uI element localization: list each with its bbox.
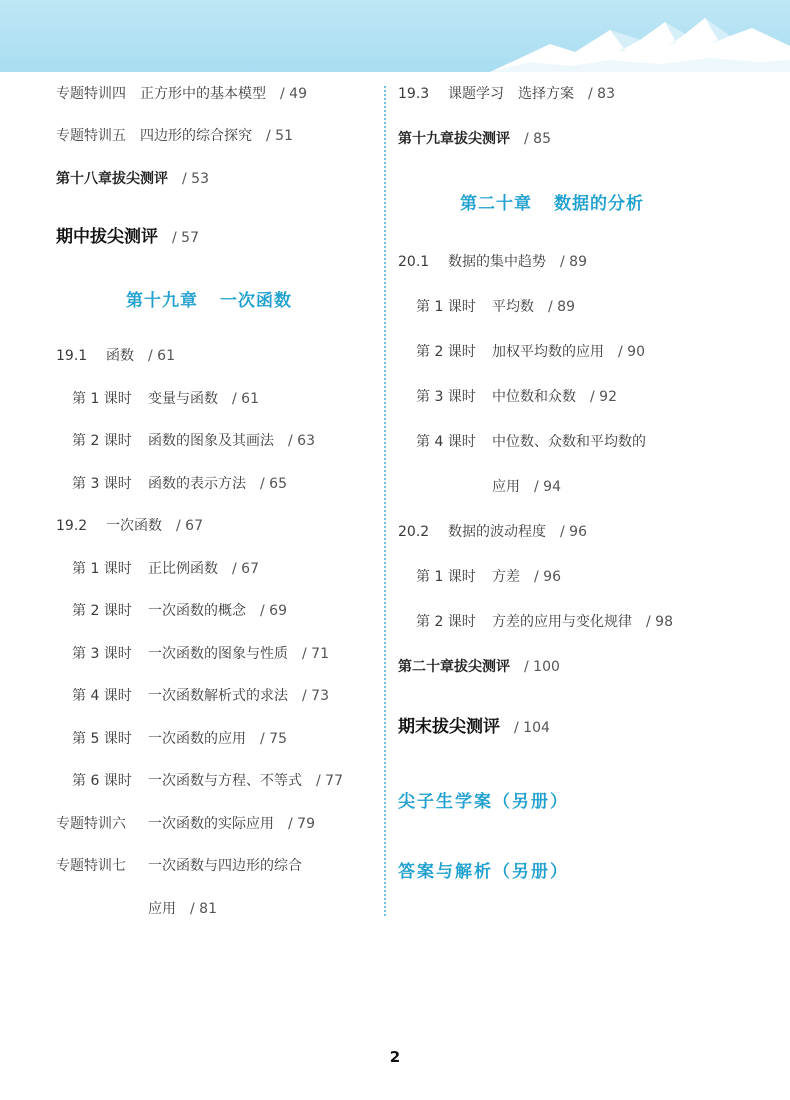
section-title: 数据的集中趋势 [448,254,546,270]
toc-lesson[interactable] [72,601,287,621]
lesson-title: 加权平均数的应用 [492,344,604,360]
section-title: 课题学习 选择方案 [448,86,574,102]
lesson-number: 第 2 课时 [416,344,476,360]
toc-lesson[interactable] [416,387,617,407]
section-page: / 83 [588,86,615,102]
chapter-title: 一次函数 [220,291,292,311]
section-number: 19.3 [398,86,430,102]
entry-title: 第十八章拔尖测评 [56,171,168,187]
lesson-title: 一次函数的应用 [148,731,246,747]
toc-section-20-1[interactable] [398,252,587,272]
section-page: / 61 [148,348,175,364]
mountain-illustration [490,0,790,72]
toc-section-19-1[interactable] [56,346,175,366]
lesson-number: 第 1 课时 [416,569,476,585]
entry-page: / 49 [280,86,307,102]
toc-lesson[interactable] [72,389,259,409]
entry-title: 期末拔尖测评 [398,717,500,737]
lesson-page: / 69 [260,603,287,619]
toc-entry-review-18[interactable] [56,169,209,189]
lesson-title: 一次函数与方程、不等式 [148,773,302,789]
lesson-page: / 73 [302,688,329,704]
toc-entry-special-7-cont[interactable] [148,899,217,919]
toc-lesson[interactable] [72,644,329,664]
section-page: / 96 [560,524,587,540]
lesson-number: 第 1 课时 [416,299,476,315]
toc-lesson[interactable] [416,297,575,317]
lesson-number: 第 2 课时 [72,603,132,619]
toc-lesson[interactable] [72,729,287,749]
lesson-title: 方差的应用与变化规律 [492,614,632,630]
entry-page: / 57 [172,230,199,246]
toc-lesson[interactable] [72,771,343,791]
toc-lesson[interactable] [72,431,315,451]
special-page: / 79 [288,816,315,832]
entry-title: 期中拔尖测评 [56,227,158,247]
section-page: / 67 [176,518,203,534]
section-title: 一次函数 [106,518,162,534]
entry-title: 第二十章拔尖测评 [398,659,510,675]
toc-booklet-answers[interactable]: 答案与解析（另册） [398,862,569,882]
toc-lesson[interactable] [416,567,561,587]
toc-lesson[interactable] [416,612,673,632]
chapter-19-heading[interactable] [126,286,292,311]
lesson-title-cont: 应用 [492,479,520,495]
chapter-title: 数据的分析 [554,194,644,214]
lesson-title: 中位数和众数 [492,389,576,405]
toc-booklet-top-student[interactable]: 尖子生学案（另册） [398,792,569,812]
toc-entry-review-19[interactable] [398,129,551,149]
column-divider [384,86,386,916]
lesson-page: / 77 [316,773,343,789]
special-title: 一次函数与四边形的综合 [148,858,302,874]
toc-entry-special-5[interactable] [56,126,293,146]
toc-section-19-2[interactable] [56,516,203,536]
lesson-number: 第 4 课时 [416,434,476,450]
chapter-20-heading[interactable] [460,189,644,214]
lesson-title: 一次函数解析式的求法 [148,688,288,704]
entry-page: / 53 [182,171,209,187]
special-title: 一次函数的实际应用 [148,816,274,832]
toc-section-19-3[interactable] [398,84,615,104]
toc-entry-special-4[interactable] [56,84,307,104]
entry-page: / 51 [266,128,293,144]
chapter-number: 第十九章 [126,291,198,311]
lesson-page: / 71 [302,646,329,662]
lesson-number: 第 5 课时 [72,731,132,747]
section-number: 20.1 [398,254,430,270]
section-title: 函数 [106,348,134,364]
section-number: 19.2 [56,518,88,534]
lesson-number: 第 1 课时 [72,561,132,577]
lesson-title: 变量与函数 [148,391,218,407]
lesson-page: / 65 [260,476,287,492]
lesson-title: 一次函数的图象与性质 [148,646,288,662]
special-title-cont: 应用 [148,901,176,917]
lesson-page: / 90 [618,344,645,360]
toc-entry-special-6[interactable] [56,814,315,834]
section-number: 19.1 [56,348,88,364]
lesson-number: 第 4 课时 [72,688,132,704]
toc-lesson-cont[interactable] [492,477,561,497]
lesson-page: / 94 [534,479,561,495]
lesson-page: / 75 [260,731,287,747]
lesson-page: / 98 [646,614,673,630]
lesson-page: / 89 [548,299,575,315]
entry-page: / 100 [524,659,560,675]
toc-lesson[interactable] [416,342,645,362]
section-number: 20.2 [398,524,430,540]
lesson-number: 第 2 课时 [72,433,132,449]
entry-page: / 104 [514,720,550,736]
special-page: / 81 [190,901,217,917]
toc-entry-midterm[interactable] [56,227,199,248]
toc-lesson[interactable] [72,686,329,706]
lesson-title: 方差 [492,569,520,585]
entry-page: / 85 [524,131,551,147]
toc-lesson[interactable] [72,474,287,494]
lesson-page: / 92 [590,389,617,405]
lesson-number: 第 3 课时 [72,646,132,662]
lesson-page: / 96 [534,569,561,585]
toc-lesson[interactable] [72,559,259,579]
section-page: / 89 [560,254,587,270]
entry-title: 第十九章拔尖测评 [398,131,510,147]
section-title: 数据的波动程度 [448,524,546,540]
lesson-number: 第 1 课时 [72,391,132,407]
lesson-number: 第 2 课时 [416,614,476,630]
lesson-page: / 63 [288,433,315,449]
lesson-number: 第 6 课时 [72,773,132,789]
chapter-number: 第二十章 [460,194,532,214]
header-banner [0,0,790,72]
entry-title: 专题特训四 正方形中的基本模型 [56,86,266,102]
toc-entry-special-7[interactable] [56,856,302,876]
toc-entry-review-20[interactable] [398,657,560,677]
toc-lesson[interactable] [416,432,646,452]
toc-entry-final[interactable] [398,717,550,738]
lesson-title: 函数的表示方法 [148,476,246,492]
lesson-title: 正比例函数 [148,561,218,577]
lesson-number: 第 3 课时 [416,389,476,405]
lesson-title: 平均数 [492,299,534,315]
lesson-title: 中位数、众数和平均数的 [492,434,646,450]
page-number: 2 [389,1048,401,1066]
entry-title: 专题特训五 四边形的综合探究 [56,128,252,144]
special-number: 专题特训七 [56,858,126,874]
lesson-page: / 61 [232,391,259,407]
lesson-number: 第 3 课时 [72,476,132,492]
special-number: 专题特训六 [56,816,126,832]
lesson-page: / 67 [232,561,259,577]
lesson-title: 一次函数的概念 [148,603,246,619]
toc-section-20-2[interactable] [398,522,587,542]
lesson-title: 函数的图象及其画法 [148,433,274,449]
